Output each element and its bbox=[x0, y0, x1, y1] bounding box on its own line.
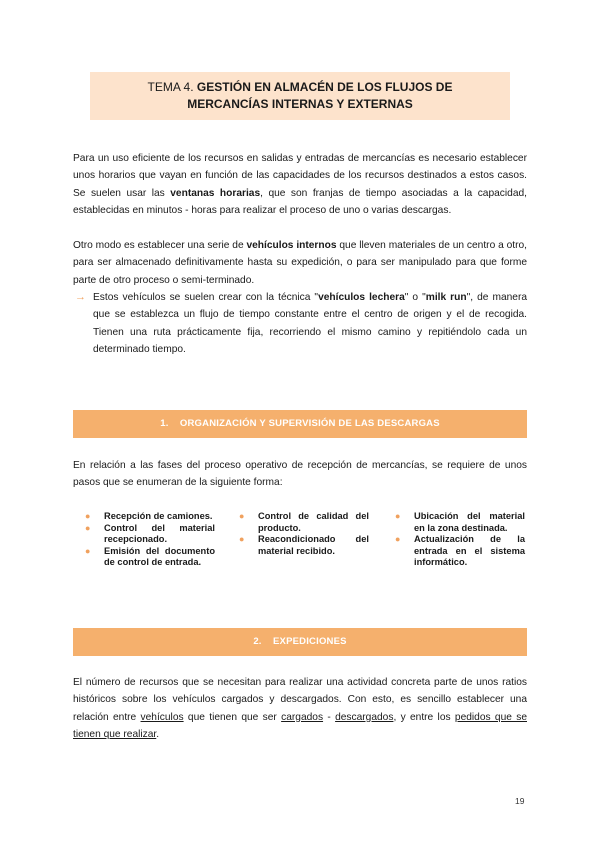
section1-paragraph: En relación a las fases del proceso operativo de recepción de mercancías, se requiere de unos pasos que se enumeran de la siguiente forma: bbox=[73, 460, 527, 489]
bullet-icon: ● bbox=[85, 522, 91, 533]
section-number: 2. bbox=[253, 636, 262, 647]
intro-paragraph-1 bbox=[73, 150, 527, 219]
list-item bbox=[391, 534, 525, 569]
bold-term: vehículos internos bbox=[246, 240, 337, 251]
section-title: EXPEDICIONES bbox=[273, 636, 347, 647]
list-item-text: Control del material recepcionado. bbox=[104, 522, 215, 544]
arrow-right-icon: → bbox=[75, 291, 86, 303]
list-item-text: Actualización de la entrada en el sistema informático. bbox=[414, 534, 525, 567]
title-line-1 bbox=[90, 79, 510, 96]
title-line-2: MERCANCÍAS INTERNAS Y EXTERNAS bbox=[187, 97, 413, 111]
list-item bbox=[235, 534, 369, 557]
page-number: 19 bbox=[515, 796, 525, 806]
list-item bbox=[391, 511, 525, 534]
bullet-icon: ● bbox=[395, 511, 401, 521]
section-header-1 bbox=[73, 410, 527, 438]
list-item bbox=[235, 511, 369, 534]
bold-term: vehículos lechera bbox=[318, 292, 405, 303]
title-main-line1: GESTIÓN EN ALMACÉN DE LOS FLUJOS DE bbox=[196, 80, 453, 94]
list-item bbox=[81, 523, 215, 546]
arrow-list-item bbox=[73, 289, 527, 358]
title-prefix: TEMA 4. bbox=[147, 80, 194, 94]
phase-list-col1 bbox=[81, 511, 215, 569]
text-run: " o " bbox=[404, 292, 426, 303]
section2-paragraph bbox=[73, 674, 527, 743]
text-run: ", de manera que se establezca un flujo de tiempo constante entre el centro de origen y el de recogida. Tienen una ruta prácticamente fija, recorriendo el mismo camino y repitiéndolo cada un determinado tiempo. bbox=[93, 292, 528, 355]
phase-list-col2 bbox=[235, 511, 369, 557]
underlined-term: cargados bbox=[281, 711, 324, 723]
section-title: ORGANIZACIÓN Y SUPERVISIÓN DE LAS DESCARGAS bbox=[179, 418, 440, 429]
underlined-term: pedidos que se tienen que realizar bbox=[73, 711, 527, 740]
text-run: Estos vehículos se suelen crear con la técnica " bbox=[93, 292, 319, 303]
bullet-icon: ● bbox=[239, 534, 245, 544]
text-run: El número de recursos que se necesitan para realizar una actividad concreta parte de unos ratios históricos sobre los vehículos cargados y descargados. Con esto, es sencillo establecer una relación entre bbox=[73, 677, 527, 723]
phase-list-col3 bbox=[391, 511, 525, 569]
underlined-term: vehículos bbox=[140, 711, 184, 723]
text-run: , y entre los bbox=[393, 711, 455, 723]
list-item-text: Control de calidad del producto. bbox=[258, 511, 369, 533]
list-item-text: Recepción de camiones. bbox=[104, 511, 213, 521]
text-run: , que son franjas de tiempo asociadas a la capacidad, establecidas en minutos - horas para realizar el proceso de uno o varias descargas. bbox=[73, 187, 527, 216]
text-run: Para un uso eficiente de los recursos en salidas y entradas de mercancías es necesario establecer unos horarios que vayan en función de las capacidades de los recursos destinados a estos casos. Se suelen usar las bbox=[73, 153, 527, 199]
chapter-title bbox=[90, 72, 510, 120]
list-item bbox=[81, 546, 215, 569]
arrow-item-text bbox=[93, 289, 527, 358]
bullet-icon: ● bbox=[395, 534, 401, 544]
list-item-text: Emisión del documento de control de entrada. bbox=[104, 545, 215, 567]
bullet-icon: ● bbox=[239, 511, 245, 521]
text-run: Otro modo es establecer una serie de bbox=[73, 240, 247, 251]
bullet-icon: ● bbox=[85, 545, 91, 556]
text-run: que tienen que ser bbox=[183, 711, 282, 723]
text-run: - bbox=[323, 711, 336, 723]
intro-paragraph-2 bbox=[73, 237, 527, 289]
bold-term: milk run bbox=[425, 292, 467, 303]
list-item-text: Ubicación del material en la zona destinada. bbox=[414, 511, 525, 533]
list-item-text: Reacondicionado del material recibido. bbox=[258, 534, 369, 556]
bold-term: ventanas horarias bbox=[170, 187, 261, 199]
text-run: que lleven materiales de un centro a otro, para ser almacenado definitivamente hasta su expedición, o para ser manipulado para que forme parte de otro proceso o semi-terminado. bbox=[73, 240, 527, 286]
list-item bbox=[81, 511, 215, 523]
section-header-2 bbox=[73, 628, 527, 656]
bullet-icon: ● bbox=[85, 511, 91, 521]
underlined-term: descargados bbox=[335, 711, 394, 723]
text-run: . bbox=[156, 728, 160, 740]
section-number: 1. bbox=[160, 418, 169, 429]
